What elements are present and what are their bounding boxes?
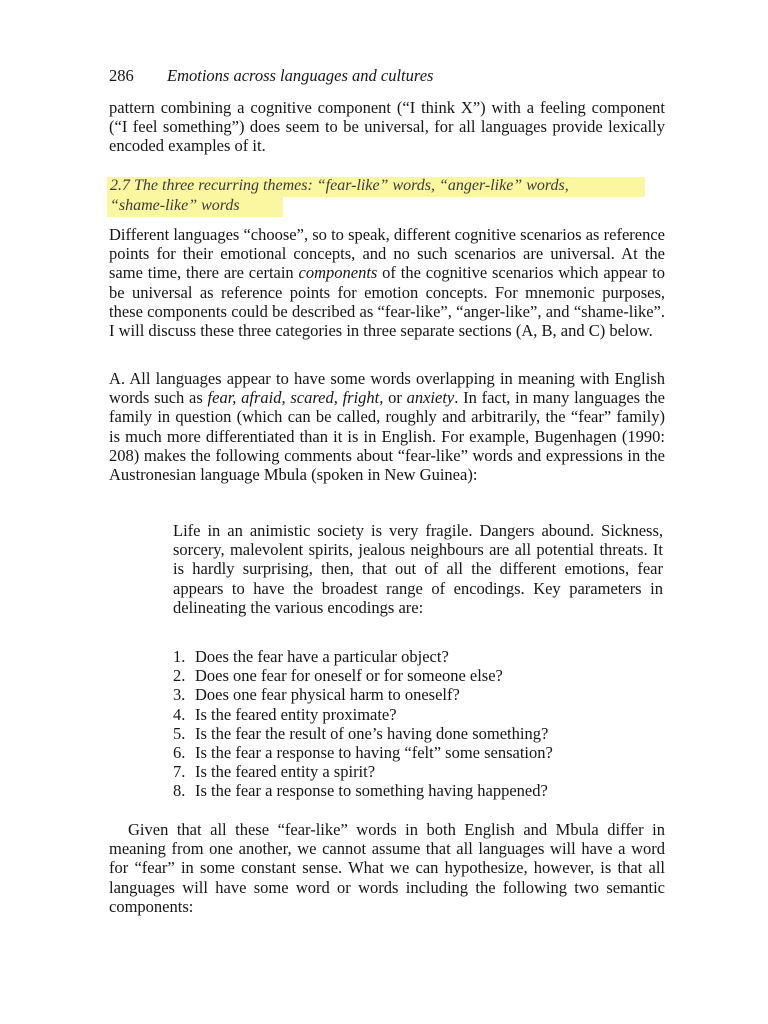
- running-title: Emotions across languages and cultures: [167, 66, 434, 85]
- page-number: 286: [109, 66, 134, 85]
- list-item: 1. Does the fear have a particular object?: [173, 647, 449, 666]
- paragraph-fear-emphasis-words: fear, afraid, scared, fright,: [207, 388, 384, 408]
- list-item: 6. Is the fear a response to having “felt” some sensation?: [173, 743, 553, 763]
- paragraph-fear-part-2: . In fact, in many languages the family in question (which can be called, roughly and arbitrarily, the “fear” family) is much more differentiated than it is in English. For example, Bugenhagen (1990: 208) makes the following comments about “fear-like” words and expressions in the Austronesian language Mbula (spoken in New Guinea):: [109, 388, 665, 485]
- parameter-list: [173, 647, 663, 801]
- list-item: 5. Is the fear the result of one’s having done something?: [173, 723, 549, 743]
- running-head: [109, 66, 669, 86]
- intro-paragraph: pattern combining a cognitive component (“I think X”) with a feeling component (“I feel something”) does seem to be universal, for all languages provide lexically encoded examples of it.: [109, 98, 665, 156]
- paragraph-scenarios-emphasis: components: [298, 263, 378, 283]
- paragraph-scenarios: [109, 225, 665, 340]
- paragraph-scenarios-part-1: Different languages “choose”, so to speak, different cognitive scenarios as reference points for their emotional concepts, and no such scenarios are universal. At the same time, there are certain: [109, 225, 665, 283]
- section-heading: [110, 176, 650, 215]
- paragraph-fear-part-1: A. All languages appear to have some words overlapping in meaning with English words such as: [109, 369, 665, 408]
- paragraph-fear-emphasis-anxiety: anxiety: [406, 388, 455, 408]
- paragraph-fear-family: [109, 369, 665, 484]
- paragraph-fear-or: or: [383, 388, 407, 408]
- list-item: 4. Is the feared entity proximate?: [173, 704, 397, 724]
- closing-paragraph: Given that all these “fear-like” words in both English and Mbula differ in meaning from one another, we cannot assume that all languages will have a word for “fear” in some constant sense. What we can hypothesize, however, is that all languages will have some word or words including the following two semantic components:: [109, 820, 665, 916]
- list-item: 3. Does one fear physical harm to oneself?: [173, 685, 460, 705]
- paragraph-scenarios-part-2: of the cognitive scenarios which appear to be universal as reference points for emotion concepts. For mnemonic purposes, these components could be described as “fear-like”, “anger-like”, and “shame-like”. I will discuss these three categories in three separate sections (A, B, and C) below.: [109, 263, 665, 341]
- section-heading-line-1: 2.7 The three recurring themes: “fear-like” words, “anger-like” words,: [110, 177, 569, 194]
- block-quote: Life in an animistic society is very fragile. Dangers abound. Sickness, sorcery, malevolent spirits, jealous neighbours are all potential threats. It is hardly surprising, then, that out of all the different emotions, fear appears to have the broadest range of encodings. Key parameters in delineating the various encodings are:: [173, 521, 663, 617]
- list-item: 2. Does one fear for oneself or for someone else?: [173, 666, 503, 686]
- section-heading-line-2: “shame-like” words: [110, 196, 240, 214]
- list-item: 8. Is the fear a response to something having happened?: [173, 781, 548, 801]
- list-item: 7. Is the feared entity a spirit?: [173, 762, 376, 782]
